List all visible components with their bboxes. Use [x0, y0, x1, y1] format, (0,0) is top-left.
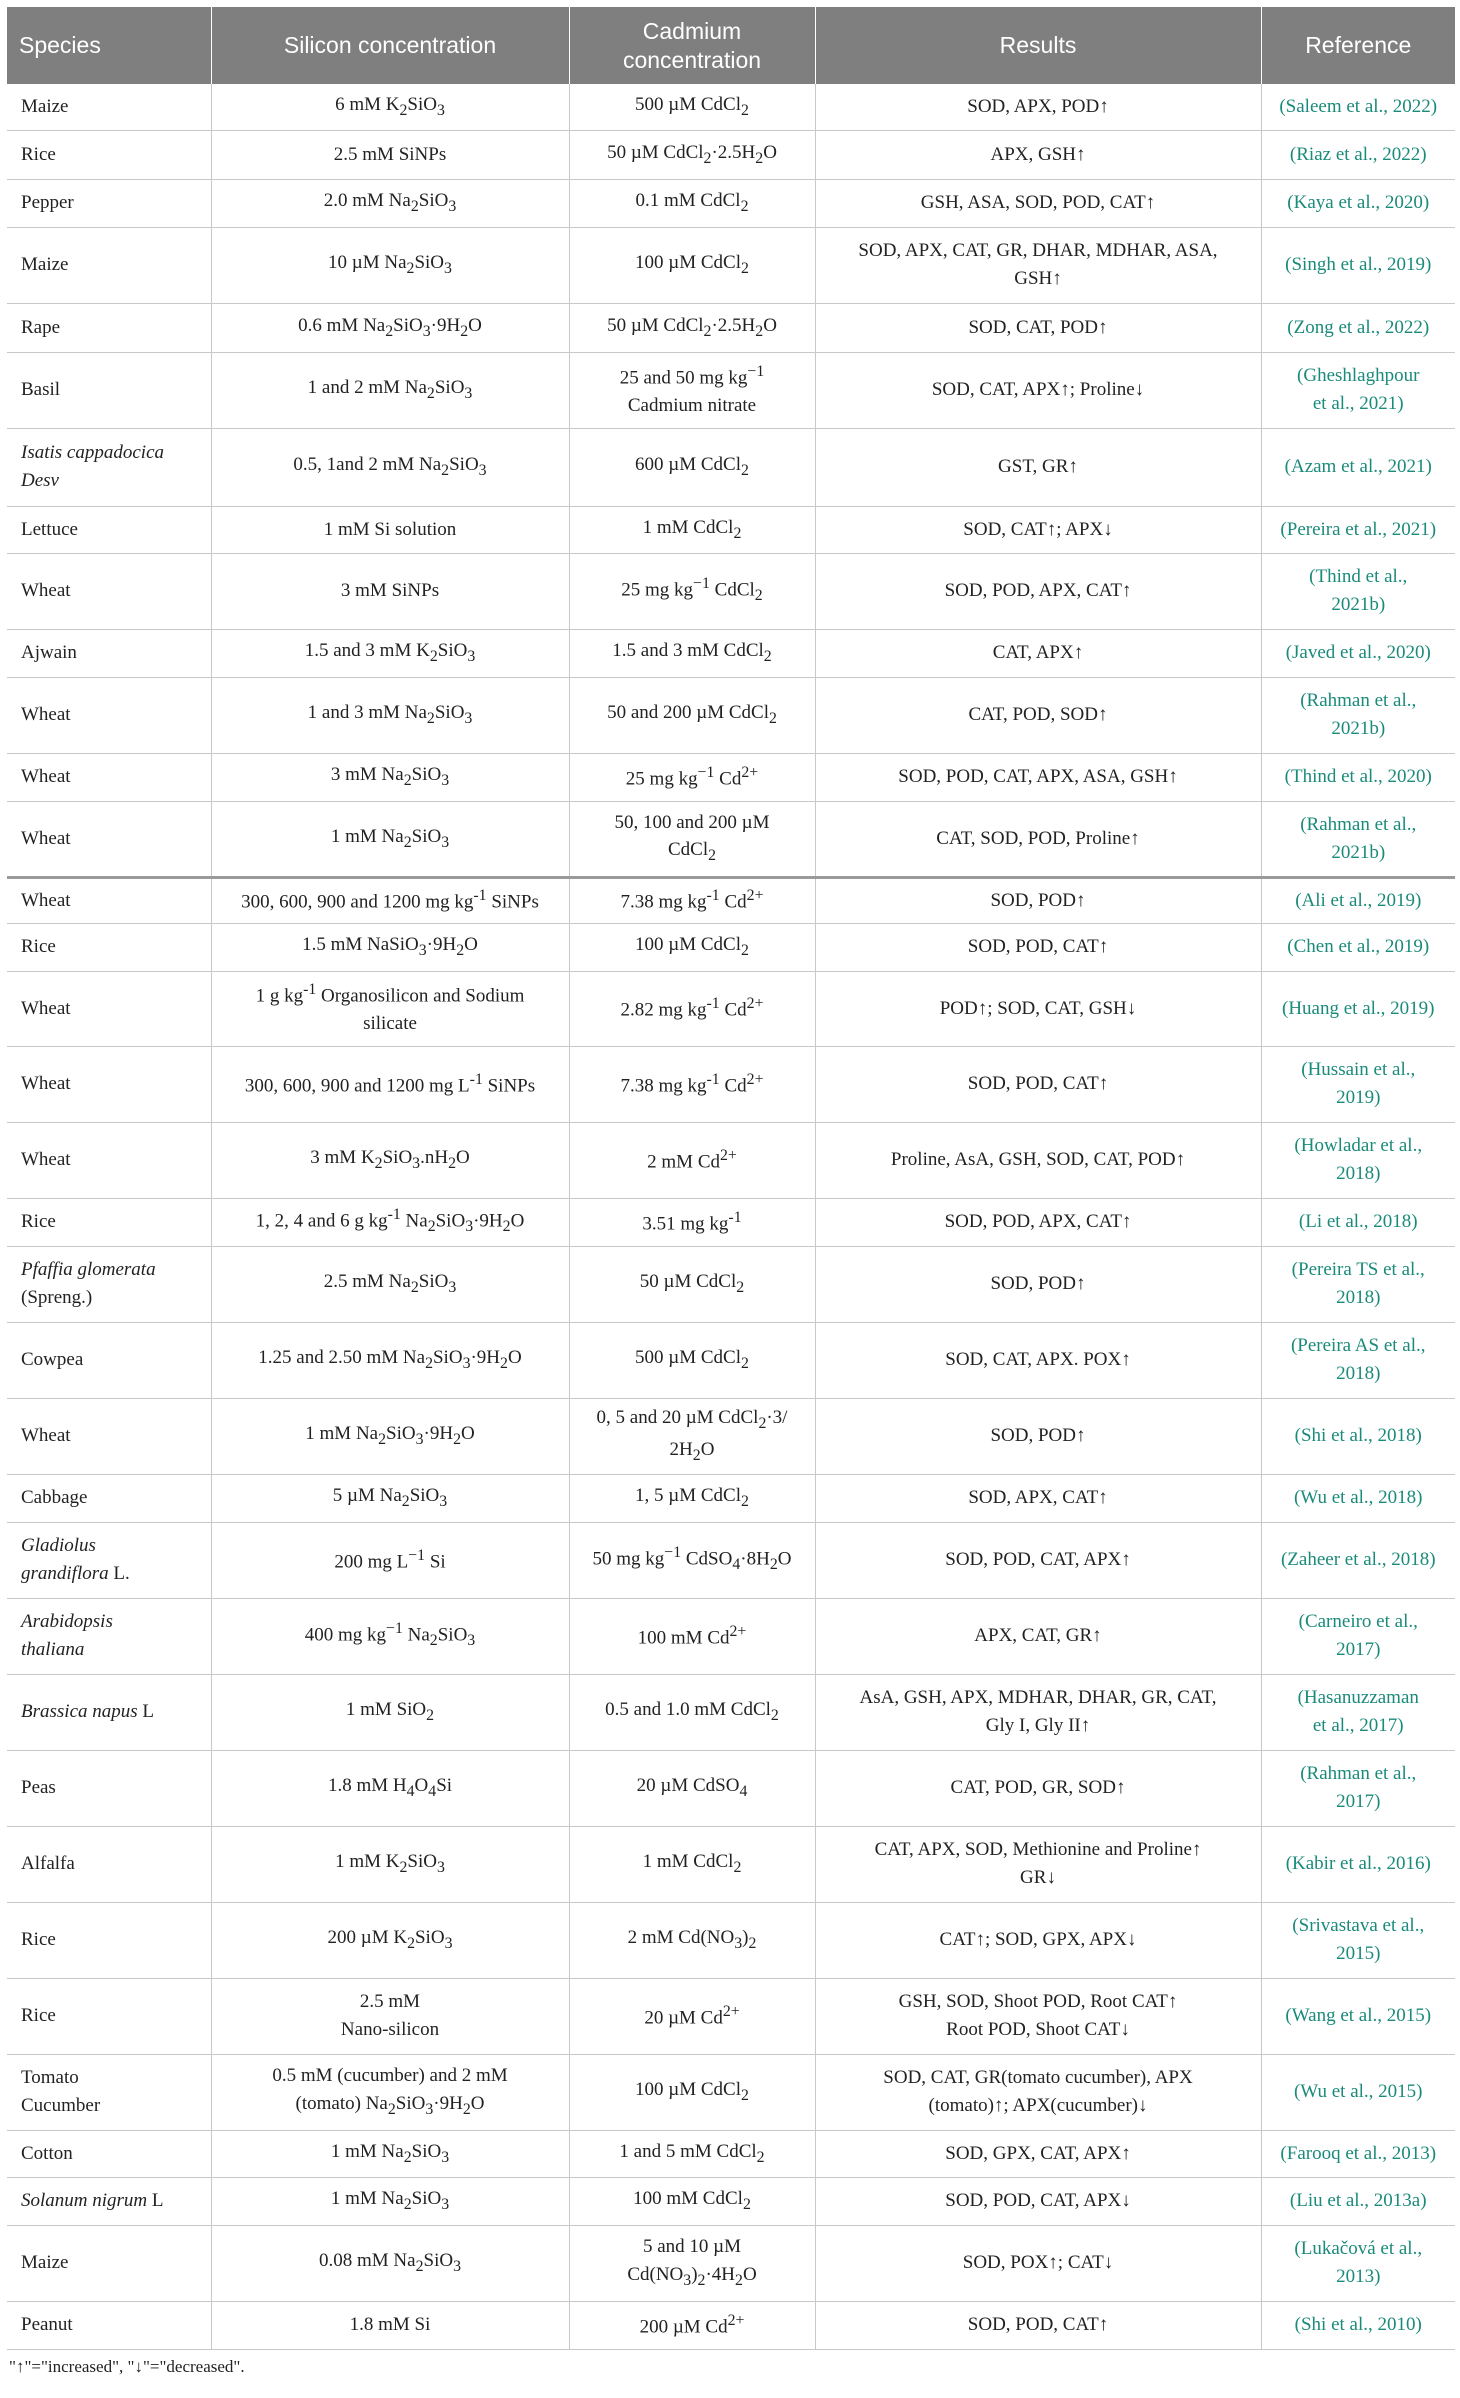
table-row — [7, 428, 1455, 506]
cell-cadmium: 2 mM $Cd(NO_3)_2$ — [569, 1902, 815, 1978]
cell-results: POD↑; SOD, CAT, GSH↓ — [815, 971, 1261, 1046]
table-row — [7, 1322, 1455, 1398]
cell-reference[interactable]: (Zaheer et al., 2018) — [1261, 1522, 1455, 1598]
cell-silicon: 200 µM $K_2SiO_3$ — [211, 1902, 569, 1978]
cell-silicon: 5 µM $Na_2SiO_3$ — [211, 1474, 569, 1522]
table-row — [7, 227, 1455, 303]
cell-reference[interactable]: (Pereira et al., 2021) — [1261, 506, 1455, 553]
table-row — [7, 553, 1455, 629]
cell-cadmium: 5 and 10 µM $Cd(NO_3)_2\cdot 4H_2O$ — [569, 2225, 815, 2301]
cell-results: SOD, POD↑ — [815, 1246, 1261, 1322]
cell-reference[interactable]: (Howladar et al., 2018) — [1261, 1122, 1455, 1198]
cell-species: Rice — [7, 130, 211, 179]
cell-reference[interactable]: (Shi et al., 2018) — [1261, 1398, 1455, 1474]
cell-cadmium: 50 µM CdCl$_2$ — [569, 1246, 815, 1322]
cell-species: Wheat — [7, 801, 211, 877]
cell-reference[interactable]: (Azam et al., 2021) — [1261, 428, 1455, 506]
cell-cadmium: 100 µM CdCl$_2$ — [569, 227, 815, 303]
cell-species: Maize — [7, 227, 211, 303]
cell-results: SOD, CAT, APX. POX↑ — [815, 1322, 1261, 1398]
cell-species: Alfalfa — [7, 1826, 211, 1902]
header-results: Results — [815, 7, 1261, 84]
cell-species: Brassica napus L — [7, 1674, 211, 1750]
cell-species: Cotton — [7, 2130, 211, 2177]
cell-results: SOD, POD, CAT, APX↑ — [815, 1522, 1261, 1598]
cell-cadmium: 7.38 mg $kg^{-1}$ $Cd^{2+}$ — [569, 877, 815, 923]
cell-results: CAT, APX, SOD, Methionine and Proline↑ GR↓ — [815, 1826, 1261, 1902]
cell-species: Pepper — [7, 179, 211, 227]
header-cadmium-line1: Cadmium — [642, 17, 742, 44]
cell-results: SOD, POD, CAT, APX, ASA, GSH↑ — [815, 753, 1261, 801]
cell-species: Gladiolus grandiflora L. — [7, 1522, 211, 1598]
table-row — [7, 1674, 1455, 1750]
cell-species: Ajwain — [7, 629, 211, 677]
cell-species: Rice — [7, 923, 211, 971]
cell-reference[interactable]: (Thind et al., 2020) — [1261, 753, 1455, 801]
cell-results: SOD, POD, CAT↑ — [815, 1046, 1261, 1122]
cell-silicon: 1.25 and 2.50 mM $Na_2SiO_3\cdot 9H_2O$ — [211, 1322, 569, 1398]
cell-silicon: 1, 2, 4 and 6 g $kg^{-1}$ $Na_2SiO_3\cdot 9H_2O$ — [211, 1198, 569, 1246]
cell-cadmium: 50 and 200 µM CdCl$_2$ — [569, 677, 815, 753]
cell-species: Rice — [7, 1902, 211, 1978]
cell-silicon: 1.5 and 3 mM $K_2SiO_3$ — [211, 629, 569, 677]
cell-cadmium: 100 µM CdCl$_2$ — [569, 2054, 815, 2130]
cell-cadmium: 1 mM CdCl$_2$ — [569, 1826, 815, 1902]
cell-reference[interactable]: (Srivastava et al., 2015) — [1261, 1902, 1455, 1978]
cell-cadmium: 50, 100 and 200 µM CdCl$_2$ — [569, 801, 815, 877]
cell-results: SOD, POD↑ — [815, 877, 1261, 923]
cell-species: Pfaffia glomerata (Spreng.) — [7, 1246, 211, 1322]
cell-results: SOD, GPX, CAT, APX↑ — [815, 2130, 1261, 2177]
footnote: "↑"="increased", "↓"="decreased". — [9, 2356, 245, 2376]
cell-cadmium: 7.38 mg $kg^{-1}$ $Cd^{2+}$ — [569, 1046, 815, 1122]
cell-reference[interactable]: (Li et al., 2018) — [1261, 1198, 1455, 1246]
cell-results: CAT, SOD, POD, Proline↑ — [815, 801, 1261, 877]
cell-silicon: 1 mM $K_2SiO_3$ — [211, 1826, 569, 1902]
cell-reference[interactable]: (Chen et al., 2019) — [1261, 923, 1455, 971]
cell-reference[interactable]: (Zong et al., 2022) — [1261, 303, 1455, 352]
table-row — [7, 971, 1455, 1046]
cell-reference[interactable]: (Shi et al., 2010) — [1261, 2301, 1455, 2349]
data-table — [7, 7, 1455, 2350]
cell-results: SOD, CAT, POD↑ — [815, 303, 1261, 352]
cell-results: APX, CAT, GR↑ — [815, 1598, 1261, 1674]
cell-silicon: 2.5 mM SiNPs — [211, 130, 569, 179]
table-row — [7, 2225, 1455, 2301]
cell-silicon: 400 mg $kg^{-1}$ $Na_2SiO_3$ — [211, 1598, 569, 1674]
cell-silicon: 10 µM $Na_2SiO_3$ — [211, 227, 569, 303]
cell-results: SOD, APX, POD↑ — [815, 84, 1261, 130]
table-row — [7, 1398, 1455, 1474]
cell-species: Wheat — [7, 1122, 211, 1198]
cell-results: SOD, POD, CAT↑ — [815, 2301, 1261, 2349]
cell-reference[interactable]: (Carneiro et al., 2017) — [1261, 1598, 1455, 1674]
cell-species: Wheat — [7, 1046, 211, 1122]
cell-silicon: 1 mM SiO$_2$ — [211, 1674, 569, 1750]
cell-results: CAT↑; SOD, GPX, APX↓ — [815, 1902, 1261, 1978]
table-row — [7, 506, 1455, 553]
cell-results: SOD, APX, CAT, GR, DHAR, MDHAR, ASA, GSH↑ — [815, 227, 1261, 303]
table-row — [7, 84, 1455, 130]
table-row — [7, 1902, 1455, 1978]
table-row — [7, 1978, 1455, 2054]
header-row — [7, 7, 1455, 84]
cell-results: AsA, GSH, APX, MDHAR, DHAR, GR, CAT, Gly I, Gly II↑ — [815, 1674, 1261, 1750]
table-row — [7, 1046, 1455, 1122]
table-row — [7, 1474, 1455, 1522]
cell-silicon: 3 mM SiNPs — [211, 553, 569, 629]
cell-cadmium: 1 mM CdCl$_2$ — [569, 506, 815, 553]
cell-cadmium: 50 mg $kg^{-1}$ $CdSO_4\cdot 8H_2O$ — [569, 1522, 815, 1598]
cell-cadmium: 1, 5 µM CdCl$_2$ — [569, 1474, 815, 1522]
cell-cadmium: 100 mM CdCl$_2$ — [569, 2177, 815, 2225]
cell-species: Cabbage — [7, 1474, 211, 1522]
cell-reference[interactable]: (Wu et al., 2018) — [1261, 1474, 1455, 1522]
cell-reference[interactable]: (Hasanuzzaman et al., 2017) — [1261, 1674, 1455, 1750]
cell-reference[interactable]: (Javed et al., 2020) — [1261, 629, 1455, 677]
table-row — [7, 303, 1455, 352]
cell-results: SOD, POX↑; CAT↓ — [815, 2225, 1261, 2301]
cell-cadmium: 100 µM CdCl$_2$ — [569, 923, 815, 971]
cell-silicon: 1.8 mM Si — [211, 2301, 569, 2349]
cell-results: CAT, POD, GR, SOD↑ — [815, 1750, 1261, 1826]
cell-reference[interactable]: (Rahman et al., 2021b) — [1261, 801, 1455, 877]
cell-reference[interactable]: (Pereira AS et al., 2018) — [1261, 1322, 1455, 1398]
cell-species: Cowpea — [7, 1322, 211, 1398]
cell-species: Solanum nigrum L — [7, 2177, 211, 2225]
cell-results: GSH, ASA, SOD, POD, CAT↑ — [815, 179, 1261, 227]
cell-results: Proline, AsA, GSH, SOD, CAT, POD↑ — [815, 1122, 1261, 1198]
cell-species: Peanut — [7, 2301, 211, 2349]
cell-species: Tomato Cucumber — [7, 2054, 211, 2130]
cell-silicon: 200 mg $L^{-1}$ Si — [211, 1522, 569, 1598]
table-body — [7, 84, 1455, 2349]
cell-silicon: 1 mM Si solution — [211, 506, 569, 553]
cell-reference[interactable]: (Lukačová et al., 2013) — [1261, 2225, 1455, 2301]
cell-results: SOD, CAT↑; APX↓ — [815, 506, 1261, 553]
cell-reference[interactable]: (Kabir et al., 2016) — [1261, 1826, 1455, 1902]
cell-reference[interactable]: (Thind et al., 2021b) — [1261, 553, 1455, 629]
cell-species: Wheat — [7, 553, 211, 629]
table-row — [7, 2177, 1455, 2225]
cell-species: Rice — [7, 1198, 211, 1246]
cell-species: Rice — [7, 1978, 211, 2054]
cell-cadmium: 2 mM $Cd^{2+}$ — [569, 1122, 815, 1198]
cell-silicon: 300, 600, 900 and 1200 mg $L^{-1}$ SiNPs — [211, 1046, 569, 1122]
cell-silicon: 2.0 mM $Na_2SiO_3$ — [211, 179, 569, 227]
cell-silicon: 1 mM $Na_2SiO_3\cdot 9H_2O$ — [211, 1398, 569, 1474]
cell-reference[interactable]: (Riaz et al., 2022) — [1261, 130, 1455, 179]
cell-results: SOD, POD, APX, CAT↑ — [815, 553, 1261, 629]
cell-results: GSH, SOD, Shoot POD, Root CAT↑ Root POD, Shoot CAT↓ — [815, 1978, 1261, 2054]
cell-silicon: 1 mM $Na_2SiO_3$ — [211, 2130, 569, 2177]
table-row — [7, 877, 1455, 923]
cell-silicon: 1 mM $Na_2SiO_3$ — [211, 801, 569, 877]
cell-silicon: 300, 600, 900 and 1200 mg $kg^{-1}$ SiNPs — [211, 877, 569, 923]
cell-species: Wheat — [7, 877, 211, 923]
cell-silicon: 0.5 mM (cucumber) and 2 mM (tomato) $Na_2SiO_3\cdot 9H_2O$ — [211, 2054, 569, 2130]
cell-cadmium: 3.51 mg $kg^{-1}$ — [569, 1198, 815, 1246]
cell-silicon: 6 mM $K_2SiO_3$ — [211, 84, 569, 130]
cell-cadmium: 600 µM CdCl$_2$ — [569, 428, 815, 506]
cell-results: SOD, POD, APX, CAT↑ — [815, 1198, 1261, 1246]
cell-reference[interactable]: (Rahman et al., 2021b) — [1261, 677, 1455, 753]
cell-reference[interactable]: (Huang et al., 2019) — [1261, 971, 1455, 1046]
cell-results: SOD, POD↑ — [815, 1398, 1261, 1474]
cell-reference[interactable]: (Singh et al., 2019) — [1261, 227, 1455, 303]
cell-results: APX, GSH↑ — [815, 130, 1261, 179]
cell-results: SOD, CAT, GR(tomato cucumber), APX (tomato)↑; APX(cucumber)↓ — [815, 2054, 1261, 2130]
cell-cadmium: 0, 5 and 20 µM CdCl$_2$·3/ $2H_2O$ — [569, 1398, 815, 1474]
cell-species: Peas — [7, 1750, 211, 1826]
cell-results: SOD, APX, CAT↑ — [815, 1474, 1261, 1522]
table-row — [7, 629, 1455, 677]
cell-reference[interactable]: (Farooq et al., 2013) — [1261, 2130, 1455, 2177]
cell-cadmium: 1.5 and 3 mM CdCl$_2$ — [569, 629, 815, 677]
cell-reference[interactable]: (Kaya et al., 2020) — [1261, 179, 1455, 227]
cell-reference[interactable]: (Hussain et al., 2019) — [1261, 1046, 1455, 1122]
cell-cadmium: 25 and 50 mg $kg^{-1}$ Cadmium nitrate — [569, 352, 815, 428]
cell-cadmium: 50 µM $CdCl_2\cdot 2.5H_2O$ — [569, 303, 815, 352]
cell-species: Isatis cappadocica Desv — [7, 428, 211, 506]
cell-silicon: 1 g $kg^{-1}$ Organosilicon and Sodium silicate — [211, 971, 569, 1046]
cell-cadmium: 25 mg $kg^{-1}$ $Cd^{2+}$ — [569, 753, 815, 801]
table-row — [7, 2301, 1455, 2349]
header-species: Species — [7, 7, 211, 84]
cell-species: Maize — [7, 2225, 211, 2301]
cell-silicon: 3 mM $K_2SiO_3.nH_2O$ — [211, 1122, 569, 1198]
cell-species: Wheat — [7, 1398, 211, 1474]
cell-results: SOD, POD, CAT↑ — [815, 923, 1261, 971]
cell-reference[interactable]: (Wu et al., 2015) — [1261, 2054, 1455, 2130]
cell-reference[interactable]: (Saleem et al., 2022) — [1261, 84, 1455, 130]
cell-cadmium: 50 µM $CdCl_2\cdot 2.5H_2O$ — [569, 130, 815, 179]
table-row — [7, 1750, 1455, 1826]
cell-cadmium: 0.5 and 1.0 mM CdCl$_2$ — [569, 1674, 815, 1750]
table-row — [7, 801, 1455, 877]
table-row — [7, 2054, 1455, 2130]
cell-cadmium: 100 mM $Cd^{2+}$ — [569, 1598, 815, 1674]
cell-cadmium: 0.1 mM CdCl$_2$ — [569, 179, 815, 227]
table-container — [7, 7, 1455, 2377]
table-row — [7, 179, 1455, 227]
cell-silicon: 3 mM $Na_2SiO_3$ — [211, 753, 569, 801]
cell-species: Rape — [7, 303, 211, 352]
table-row — [7, 677, 1455, 753]
cell-species: Maize — [7, 84, 211, 130]
cell-results: SOD, POD, CAT, APX↓ — [815, 2177, 1261, 2225]
cell-cadmium: 500 µM CdCl$_2$ — [569, 1322, 815, 1398]
table-row — [7, 1246, 1455, 1322]
cell-species: Arabidopsis thaliana — [7, 1598, 211, 1674]
cell-silicon: 2.5 mM Nano-silicon — [211, 1978, 569, 2054]
cell-reference[interactable]: (Ali et al., 2019) — [1261, 877, 1455, 923]
cell-cadmium: 1 and 5 mM CdCl$_2$ — [569, 2130, 815, 2177]
table-row — [7, 2130, 1455, 2177]
cell-reference[interactable]: (Liu et al., 2013a) — [1261, 2177, 1455, 2225]
cell-cadmium: 200 µM $Cd^{2+}$ — [569, 2301, 815, 2349]
header-reference: Reference — [1261, 7, 1455, 84]
cell-reference[interactable]: (Wang et al., 2015) — [1261, 1978, 1455, 2054]
cell-silicon: 1.5 mM $NaSiO_3\cdot 9H_2O$ — [211, 923, 569, 971]
table-row — [7, 1826, 1455, 1902]
cell-silicon: 0.08 mM $Na_2SiO_3$ — [211, 2225, 569, 2301]
table-row — [7, 923, 1455, 971]
cell-silicon: 1.8 mM $H_4O_4Si$ — [211, 1750, 569, 1826]
table-row — [7, 1598, 1455, 1674]
cell-reference[interactable]: (Rahman et al., 2017) — [1261, 1750, 1455, 1826]
cell-cadmium: 25 mg $kg^{-1}$ CdCl$_2$ — [569, 553, 815, 629]
cell-reference[interactable]: (Gheshlaghpour et al., 2021) — [1261, 352, 1455, 428]
table-row — [7, 352, 1455, 428]
cell-reference[interactable]: (Pereira TS et al., 2018) — [1261, 1246, 1455, 1322]
cell-cadmium: 20 µM $Cd^{2+}$ — [569, 1978, 815, 2054]
cell-silicon: 2.5 mM $Na_2SiO_3$ — [211, 1246, 569, 1322]
cell-results: GST, GR↑ — [815, 428, 1261, 506]
table-row — [7, 1198, 1455, 1246]
cell-species: Wheat — [7, 753, 211, 801]
cell-species: Basil — [7, 352, 211, 428]
header-cadmium — [569, 7, 815, 84]
cell-species: Wheat — [7, 971, 211, 1046]
header-silicon: Silicon concentration — [211, 7, 569, 84]
cell-results: CAT, APX↑ — [815, 629, 1261, 677]
cell-silicon: 0.6 mM $Na_2SiO_3\cdot 9H_2O$ — [211, 303, 569, 352]
cell-cadmium: 20 µM CdSO$_4$ — [569, 1750, 815, 1826]
cell-silicon: 1 and 2 mM $Na_2SiO_3$ — [211, 352, 569, 428]
cell-cadmium: 2.82 mg $kg^{-1}$ $Cd^{2+}$ — [569, 971, 815, 1046]
cell-cadmium: 500 µM CdCl$_2$ — [569, 84, 815, 130]
table-row — [7, 753, 1455, 801]
cell-results: CAT, POD, SOD↑ — [815, 677, 1261, 753]
table-row — [7, 130, 1455, 179]
cell-results: SOD, CAT, APX↑; Proline↓ — [815, 352, 1261, 428]
cell-silicon: 1 mM $Na_2SiO_3$ — [211, 2177, 569, 2225]
cell-silicon: 1 and 3 mM $Na_2SiO_3$ — [211, 677, 569, 753]
table-row — [7, 1122, 1455, 1198]
cell-silicon: 0.5, 1and 2 mM $Na_2SiO_3$ — [211, 428, 569, 506]
cell-species: Lettuce — [7, 506, 211, 553]
header-cadmium-line2: concentration — [622, 46, 762, 73]
table-row — [7, 1522, 1455, 1598]
cell-species: Wheat — [7, 677, 211, 753]
